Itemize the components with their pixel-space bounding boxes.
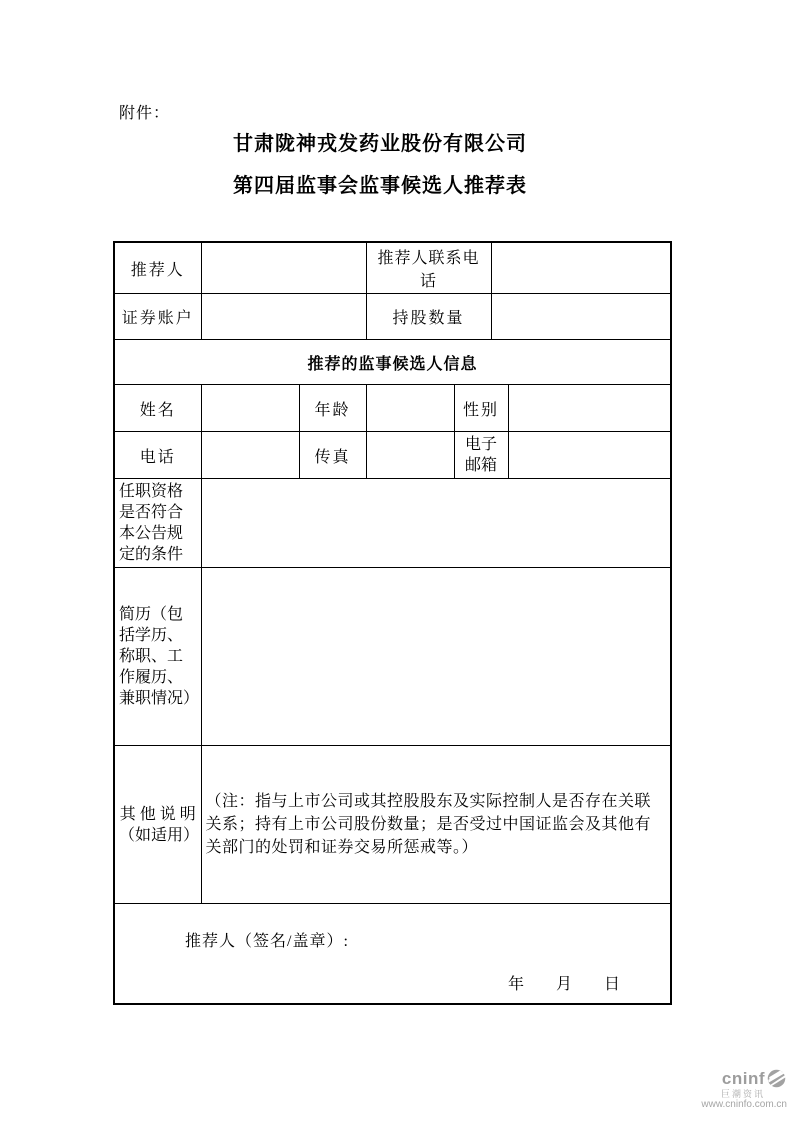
cninfo-watermark xyxy=(701,1068,787,1111)
gender-value-cell xyxy=(508,385,671,432)
recommendation-form-table xyxy=(113,241,672,1005)
name-label: 姓名 xyxy=(114,385,201,432)
age-label: 年龄 xyxy=(299,385,366,432)
table-row xyxy=(114,432,671,479)
qualification-label: 任职资格是否符合本公告规定的条件 xyxy=(114,479,201,568)
table-row xyxy=(114,904,671,1004)
table-row xyxy=(114,242,671,294)
attachment-label: 附件： xyxy=(119,105,171,122)
table-row xyxy=(114,479,671,568)
phone-label: 电话 xyxy=(114,432,201,479)
name-value-cell xyxy=(201,385,299,432)
cninfo-logo-chinese: 巨潮资讯 xyxy=(720,1089,765,1099)
other-notes-label-line1: 其 他 说 明 xyxy=(119,805,196,823)
fax-value-cell xyxy=(366,432,454,479)
cninfo-logo-url: www.cninfo.com.cn xyxy=(701,1099,787,1111)
table-row xyxy=(114,385,671,432)
table-row xyxy=(114,340,671,385)
recommender-phone-value-cell xyxy=(491,242,671,294)
other-notes-label xyxy=(114,746,201,904)
recommender-phone-label: 推荐人联系电话 xyxy=(366,242,491,294)
date-label: 年 月 日 xyxy=(508,975,621,993)
swirl-globe-icon xyxy=(766,1068,787,1089)
fax-label: 传真 xyxy=(299,432,366,479)
recommender-value-cell xyxy=(201,242,366,294)
cninfo-logo-text: cninf xyxy=(721,1068,765,1088)
age-value-cell xyxy=(366,385,454,432)
securities-account-label: 证券账户 xyxy=(114,294,201,340)
table-row xyxy=(114,746,671,904)
company-name-title: 甘肃陇神戎发药业股份有限公司 xyxy=(233,133,527,155)
phone-value-cell xyxy=(201,432,299,479)
shareholding-value-cell xyxy=(491,294,671,340)
recommender-label: 推荐人 xyxy=(114,242,201,294)
securities-account-value-cell xyxy=(201,294,366,340)
candidate-info-section-header: 推荐的监事候选人信息 xyxy=(114,340,671,385)
signature-label: 推荐人（签名/盖章）: xyxy=(185,932,349,950)
email-value-cell xyxy=(508,432,671,479)
table-row xyxy=(114,568,671,746)
email-label: 电子邮箱 xyxy=(454,432,508,479)
document-title xyxy=(100,131,660,199)
qualification-value-cell xyxy=(201,479,671,568)
resume-label: 简历（包括学历、称职、工作履历、兼职情况） xyxy=(114,568,201,746)
shareholding-label: 持股数量 xyxy=(366,294,491,340)
form-name-title: 第四届监事会监事候选人推荐表 xyxy=(233,175,527,197)
table-row xyxy=(114,294,671,340)
resume-value-cell xyxy=(201,568,671,746)
gender-label: 性别 xyxy=(454,385,508,432)
other-notes-note-cell: （注：指与上市公司或其控股股东及实际控制人是否存在关联关系；持有上市公司股份数量；是否受过中国证监会及其他有关部门的处罚和证券交易所惩戒等。） xyxy=(201,746,671,904)
signature-cell xyxy=(114,904,671,1004)
other-notes-label-line2: （如适用） xyxy=(119,826,200,844)
